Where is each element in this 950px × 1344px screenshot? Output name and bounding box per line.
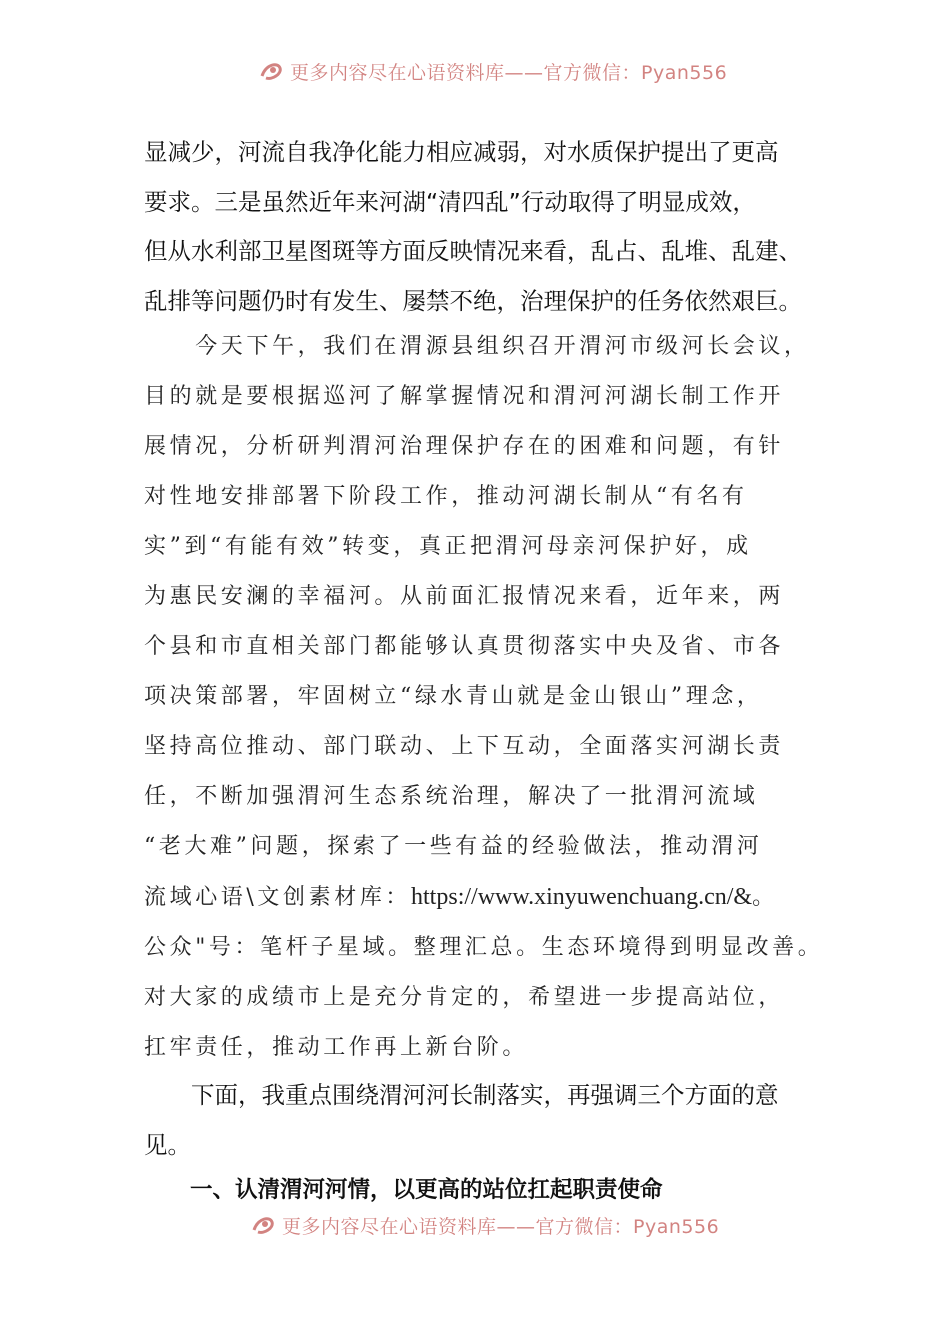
url-line-suffix: 。 <box>752 885 778 910</box>
red-swirl-logo-icon <box>250 1212 276 1238</box>
url-line-prefix: 流域心语\文创素材库： <box>144 885 412 910</box>
text-line: 公众"号：笔杆子星域。整理汇总。生态环境得到明显改善。 <box>144 935 824 960</box>
watermark-text: 更多内容尽在心语资料库——官方微信：Pyan556 <box>290 61 728 84</box>
text-line: “老大难”问题，探索了一些有益的经验做法，推动渭河 <box>144 834 763 859</box>
text-line: 要求。三是虽然近年来河湖“清四乱”行动取得了明显成效， <box>144 187 756 216</box>
text-line: 实”到“有能有效”转变，真正把渭河母亲河保护好，成 <box>144 534 752 559</box>
text-line: 项决策部署，牢固树立“绿水青山就是金山银山”理念， <box>144 684 763 709</box>
text-line: 任，不断加强渭河生态系统治理，解决了一批渭河流域 <box>144 784 759 809</box>
text-line: 展情况，分析研判渭河治理保护存在的困难和问题，有针 <box>144 434 785 459</box>
text-line: 为惠民安澜的幸福河。从前面汇报情况来看，近年来，两 <box>144 584 785 609</box>
header-watermark <box>258 56 758 86</box>
text-line: 但从水利部卫星图斑等方面反映情况来看，乱占、乱堆、乱建、 <box>144 237 802 265</box>
paragraph-3 <box>144 1070 824 1170</box>
text-line: 今天下午，我们在渭源县组织召开渭河市级河长会议， <box>144 334 810 359</box>
footer-watermark <box>250 1210 750 1240</box>
paragraph-1 <box>144 128 824 326</box>
red-swirl-logo-icon <box>258 58 284 84</box>
text-line: 坚持高位推动、部门联动、上下互动，全面落实河湖长责 <box>144 734 785 759</box>
text-line: 见。 <box>144 1131 191 1159</box>
text-line: 下面，我重点围绕渭河河长制落实，再强调三个方面的意 <box>144 1081 779 1109</box>
paragraph-2 <box>144 322 824 1073</box>
text-line: 个县和市直相关部门都能够认真贯彻落实中央及省、市各 <box>144 634 785 659</box>
text-line: 目的就是要根据巡河了解掌握情况和渭河河湖长制工作开 <box>144 384 785 409</box>
text-line: 扛牢责任，推动工作再上新台阶。 <box>144 1035 529 1060</box>
text-line: 对大家的成绩市上是充分肯定的，希望进一步提高站位， <box>144 985 785 1010</box>
section-heading: 一、认清渭河河情，以更高的站位扛起职责使命 <box>190 1177 663 1203</box>
text-line: 显减少，河流自我净化能力相应减弱，对水质保护提出了更高 <box>144 138 779 166</box>
source-url-link[interactable]: https://www.xinyuwenchuang.cn/& <box>411 884 753 910</box>
text-line: 对性地安排部署下阶段工作，推动河湖长制从“有名有 <box>144 484 748 509</box>
url-line <box>144 872 824 923</box>
text-line: 乱排等问题仍时有发生、屡禁不绝，治理保护的任务依然艰巨。 <box>144 286 802 315</box>
watermark-text: 更多内容尽在心语资料库——官方微信：Pyan556 <box>282 1215 720 1238</box>
